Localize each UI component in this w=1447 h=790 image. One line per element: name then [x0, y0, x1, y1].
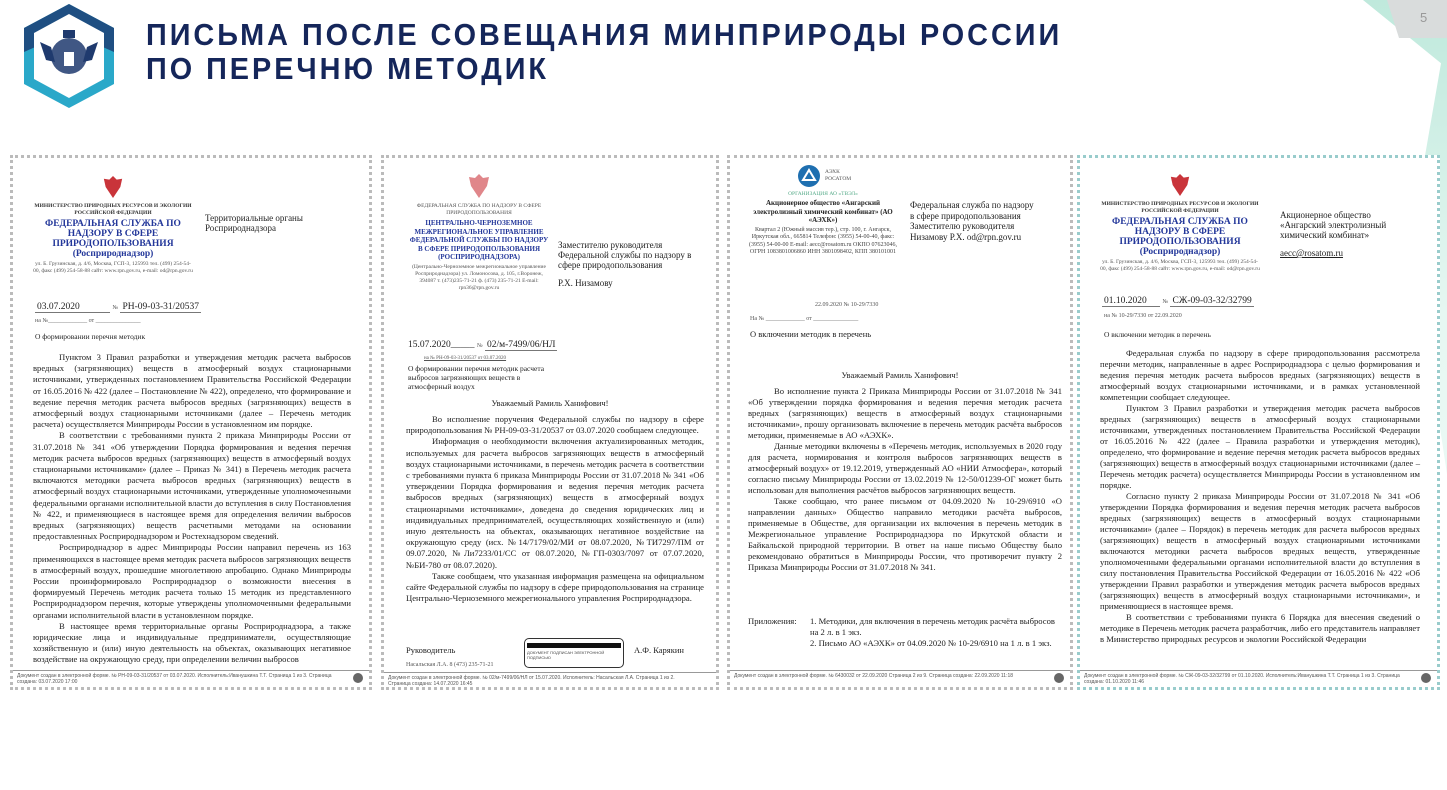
- letter-number: 02/м-7499/06/НЛ: [486, 340, 556, 350]
- reference-line: на № РН-09-03-31/20537 от 03.07.2020: [424, 356, 507, 361]
- page-number: 5: [1420, 10, 1428, 25]
- signer-name: А.Ф. Карякин: [634, 645, 684, 655]
- letter-aehk-7330: [727, 155, 1073, 690]
- parent-org: ОРГАНИЗАЦИЯ АО «ТВЭЛ»: [788, 191, 858, 197]
- registration-line: 22.09.2020 № 10-29/7330: [815, 302, 879, 308]
- footer-crest-icon: [353, 673, 363, 683]
- letter-body: [406, 414, 704, 604]
- paragraph: Также сообщаю, что ранее письмом от 04.09.2020 № 10-29/6910 «О направлении данных» Общество направило методики расчёта выбросов, применяемые в Обществе, для организации их включения в перечень методик в Межрегиональное управление Росприроднадзора по Иркутской области и Байкальской природной территории. В ответ на наше письмо Обществу было рекомендовано обратиться в Минприроды России, что противоречит пункту 2 Приказа Минприроды России от 31.07.2018 № 341.: [748, 496, 1062, 572]
- paragraph: Федеральная служба по надзору в сфере природопользования рассмотрела перечни методик, направленные в адрес Росприроднадзора с целью формирования и ведения перечня методик расчета выбросов вредных (загрязняющих) веществ в атмосферный воздух стационарными источниками, и в рамках установленной компетенции сообщает следующее.: [1100, 348, 1420, 402]
- paragraph: Во исполнение пункта 2 Приказа Минприроды России от 31.07.2018 № 341 «Об утверждении порядка формирования и ведения перечня методик расчета вредных (загрязняющих) веществ в атмосферный воздух стационарными источниками», прошу организовать включение в перечень методик расчёта выбросов методики, применяемые в АО «АЭХК».: [748, 386, 1062, 440]
- addressee-name: Акционерное общество «Ангарский электролизный химический комбинат»: [1280, 210, 1387, 240]
- letter-date: 01.10.2020: [1102, 296, 1160, 307]
- addressee-email[interactable]: aecc@rosatom.ru: [1280, 248, 1344, 258]
- paragraph: Согласно пункту 2 приказа Минприроды России от 31.07.2018 № 341 «Об утверждении Порядка формирования и ведения перечня методик расчета выбросов вредных (загрязняющих) веществ в атмосферный воздух стационарными источниками» (далее – Порядок) в перечень методик для расчета выбросов вредных (загрязняющих) веществ в атмосферный воздух стационарными источниками включаются методики расчета выбросов вредных веществ, утвержденные уполномоченными федеральными органами исполнительной власти до вступления в силу постановления Правительства Российской Федерации от 16.05.2016 № 422 «Об утверждении Правил разработки и утверждения методик расчета выбросов вредных (загрязняющих) веществ в атмосферный воздух стационарными источниками», и применяющиеся в настоящее время.: [1100, 491, 1420, 611]
- letter-subject: О включении методик в перечень: [1104, 330, 1211, 339]
- service-name-small: ФЕДЕРАЛЬНАЯ СЛУЖБА ПО НАДЗОРУ В СФЕРЕ ПРИРОДОПОЛЬЗОВАНИЯ: [416, 203, 542, 216]
- letter-body: [33, 352, 351, 666]
- electronic-signature-stamp: [524, 638, 624, 668]
- paragraph: Пунктом 3 Правил разработки и утверждения методик расчета выбросов вредных (загрязняющих) веществ в атмосферный воздух стационарными источниками, утвержденных постановлением Правительства Российской Федерации от 16.05.2016 № 422 (далее – Правила разработки и утверждения методик), определено, что формирование и ведение перечня методик расчета выбросов вредных (загрязняющих) веществ в атмосферный воздух стационарными источниками (далее – Перечень методик расчета) осуществляется Минприроды России в установленном им порядке.: [1100, 403, 1420, 490]
- paragraph: Во исполнение поручения Федеральной службы по надзору в сфере природопользования № РН-09-03-31/20537 от 03.07.2020 сообщаем следующее.: [406, 414, 704, 436]
- letter-rpn-32799: [1077, 155, 1440, 690]
- company-name: Акционерное общество «Ангарский электролизный химический комбинат» (АО «АЭХК»): [753, 199, 893, 224]
- reference-line: На № _____________ от _______________: [750, 316, 859, 322]
- document-footer: [730, 670, 1070, 681]
- letter-subject: О включении методик в перечень: [750, 329, 872, 339]
- ministry-name: МИНИСТЕРСТВО ПРИРОДНЫХ РЕСУРСОВ И ЭКОЛОГИИ РОССИЙСКОЙ ФЕДЕРАЦИИ: [1101, 201, 1259, 214]
- addressee: [558, 240, 708, 288]
- slide-title: [146, 18, 1062, 86]
- letter-date: 15.07.2020: [408, 340, 451, 350]
- paragraph: В соответствии с требованиями пункта 2 приказа Минприроды России от 31.07.2018 № 341 «Об утверждении Порядка формирования и ведения перечня методик расчета выбросов вредных (загрязняющих) веществ в атмосферный воздух стационарными источниками» (далее – Приказ № 341) в Перечень методик расчета включаются методики расчета выбросов вредных (загрязняющих) веществ в атмосферный воздух стационарными источниками, утвержденные уполномоченными федеральными органами исполнительной власти до вступления в силу Постановления № 422, и применяющиеся в настоящее время для определения величин выбросов вредных (загрязняющих) веществ расчетными методами на основании предоставленных Росприроднадзором и Ростехнадзором сведений.: [33, 430, 351, 542]
- department-name: ЦЕНТРАЛЬНО-ЧЕРНОЗЕМНОЕ МЕЖРЕГИОНАЛЬНОЕ УПРАВЛЕНИЕ ФЕДЕРАЛЬНОЙ СЛУЖБЫ ПО НАДЗОРУ В СФЕРЕ ПРИРОДОПОЛЬЗОВАНИЯ (РОСПРИРОДНАДЗОРА): [409, 219, 549, 261]
- salutation: Уважаемый Рамиль Ханифович!: [841, 370, 959, 380]
- document-footer: [384, 672, 716, 689]
- russian-coat-of-arms-icon: [102, 174, 124, 200]
- salutation: Уважаемый Рамиль Ханифович!: [491, 398, 609, 408]
- stamp-text: ДОКУМЕНТ ПОДПИСАН ЭЛЕКТРОННОЙ ПОДПИСЬЮ: [527, 650, 605, 660]
- letter-subject: О формировании перечня методик: [35, 332, 146, 341]
- footer-text: Документ создан в электронной форме. № РН-09-03-31/20537 от 03.07.2020. Исполнитель:Иванушкина Т.Т. Страница 1 из 3. Страница создана: 03.07.2020 17:00: [17, 673, 332, 685]
- footer-text: Документ создан в электронной форме. № СЖ-09-03-32/32799 от 01.10.2020. Исполнитель:Иванушкина Т.Т. Страница 1 из 3. Страница создана: 01.10.2020 11:46: [1084, 673, 1400, 685]
- letterhead: [408, 172, 550, 292]
- letter-body: [748, 386, 1062, 573]
- addressee: Территориальные органы Росприроднадзора: [205, 213, 303, 233]
- paragraph: Росприроднадзор в адрес Минприроды России направил перечень из 163 применяющихся в настоящее время методик расчета выбросов загрязняющих веществ в атмосферный воздух, прошедшие многолетнюю апробацию. Однако Минприроды России проинформировало Росприроднадзор о возможности внесения в формируемый Перечень методик расчета только 15 методик из представленного Росприроднадзором перечня, которые утверждены уполномоченными федеральными органами исполнительной власти в установленном порядке.: [33, 542, 351, 620]
- attachment-item: 2. Письмо АО «АЭХК» от 04.09.2020 № 10-29/6910 на 1 л. в 1 экз.: [810, 638, 1052, 648]
- registration-line: 01.10.2020 № СЖ-09-03-32/32799: [1104, 296, 1252, 306]
- letter-date: 03.07.2020: [35, 302, 110, 313]
- russian-coat-of-arms-icon: [1169, 172, 1191, 198]
- company-logo: [748, 164, 898, 188]
- letter-number: РН-09-03-31/20537: [122, 302, 200, 312]
- page-number-tab: [1387, 0, 1447, 38]
- letter-number: 10-29/7330: [850, 302, 879, 308]
- letter-subject: О формировании перечня методик расчета выбросов загрязняющих веществ в атмосферный воздух: [408, 364, 545, 391]
- attachments-list: [810, 616, 1060, 649]
- russian-coat-of-arms-icon: [467, 172, 491, 200]
- paragraph: Также сообщаем, что указанная информация размещена на официальном сайте Федеральной службы по надзору в сфере природопользования на странице Центрально-Черноземного межрегионального управления Росприроднадзора.: [406, 570, 704, 604]
- addressee: Федеральная служба по надзору в сфере природопользования Заместителю руководителя Низамову Р.Х. od@rpn.gov.ru: [910, 200, 1034, 242]
- reference-line: на №_____________ от _______________: [35, 318, 141, 324]
- paragraph: Пунктом 3 Правил разработки и утверждения методик расчета выбросов вредных (загрязняющих) веществ в атмосферный воздух стационарными источниками, утвержденных постановлением Правительства Российской Федерации от 16.05.2016 № 422 (далее – Постановление № 422), определено, что формирование и ведение перечня методик расчета выбросов вредных (загрязняющих) веществ в атмосферный воздух стационарными источниками (далее – Перечень методик расчета) осуществляется Минприроды России в установленном им порядке.: [33, 352, 351, 430]
- letterhead: [1100, 172, 1260, 273]
- letterhead: [748, 164, 898, 257]
- letter-number: СЖ-09-03-32/32799: [1172, 296, 1252, 306]
- letter-date: 22.09.2020: [815, 302, 842, 308]
- service-address: ул. Б. Грузинская, д. 4/6, Москва, ГСП-3, 125993 тел. (499) 254-54-00, факс (499) 254-58-88 сайт: www.rpn.gov.ru, e-mail: od@rpn.gov.ru: [1100, 259, 1260, 272]
- document-footer: [13, 670, 369, 687]
- letter-body: [1100, 348, 1420, 645]
- letter-rpn-20537: [10, 155, 372, 690]
- registration-line: 15.07.2020_____ № 02/м-7499/06/НЛ: [408, 340, 556, 350]
- service-address: ул. Б. Грузинская, д. 4/6, Москва, ГСП-3, 125993 тел. (499) 254-54-00, факс (499) 254-58-88 сайт: www.rpn.gov.ru, e-mail: od@rpn.gov.ru: [33, 261, 193, 274]
- company-address: Квартал 2 (Южный массив тер.), стр. 100, г. Ангарск, Иркутская обл., 665814 Телефон: (3955) 54-00-40, факс: (3955) 54-00-00 E-mail: aecc@rosatom.ru ОКПО 07623046, ОГРН 1083801006860 ИНН 3801098402, КПП 380101001: [749, 226, 897, 255]
- title-line-1: ПИСЬМА ПОСЛЕ СОВЕЩАНИЯ МИНПРИРОДЫ РОССИИ: [146, 17, 1063, 52]
- paragraph: Информация о необходимости включения актуализированных методик, используемых для расчета выбросов загрязняющих веществ в атмосферный воздух стационарными источниками, в перечень методик расчета в соответствии с требованиями пункта 6 приказа Минприроды России от 31.07.2018 № 341 «Об утверждении Порядка формирования и ведения перечня методик расчета выбросов вредных (загрязняющих) веществ в атмосферный воздух стационарными источниками», доведена до сведения юридических лиц и индивидуальных предпринимателей, осуществляющих хозяйственную и (или) иную деятельность на объектах, оказывающих негативное воздействие на окружающую среду (исх. №14/7179/02/МИ от 08.07.2020, №ТИ7297/ПМ от 09.07.2020, №Ли7233/01/СС от 08.07.2020, №ГП-0303/7097 от 07.07.2020, №БИ-780 от 08.07.2020).: [406, 436, 704, 570]
- logo-text: АЭХК РОСАТОМ: [825, 169, 852, 182]
- footer-text: Документ создан в электронной форме. № 6430032 от 22.09.2020 Страница 2 из 9. Страница создана: 22.09.2020 11:18: [734, 673, 1014, 679]
- footer-text: Документ создан в электронной форме. № 02/м-7499/06/НЛ от 15.07.2020. Исполнитель: Насальская Л.А. Страница 1 из 2. Страница создана: 14.07.2020 16:45: [388, 675, 675, 687]
- title-line-2: ПО ПЕРЕЧНЮ МЕТОДИК: [146, 51, 549, 86]
- service-name: ФЕДЕРАЛЬНАЯ СЛУЖБА ПО НАДЗОРУ В СФЕРЕ ПРИРОДОПОЛЬЗОВАНИЯ (Росприроднадзор): [45, 219, 181, 259]
- ministry-name: МИНИСТЕРСТВО ПРИРОДНЫХ РЕСУРСОВ И ЭКОЛОГИИ РОССИЙСКОЙ ФЕДЕРАЦИИ: [34, 203, 192, 216]
- attachments-label: Приложения:: [748, 616, 797, 626]
- service-name: ФЕДЕРАЛЬНАЯ СЛУЖБА ПО НАДЗОРУ В СФЕРЕ ПРИРОДОПОЛЬЗОВАНИЯ (Росприроднадзор): [1112, 217, 1248, 257]
- paragraph: В соответствии с требованиями пункта 6 Порядка для внесения сведений о методике в Перечень методик расчета разработчик, либо его представитель направляет в Министерство природных ресурсов и экологии Российской Федерации: [1100, 612, 1420, 644]
- letter-ccmu-7499: [381, 155, 719, 690]
- addressee-title: Заместителю руководителя Федеральной службы по надзору в сфере природопользования: [558, 240, 692, 270]
- paragraph: В настоящее время территориальные органы Росприроднадзора, а также юридические лица и индивидуальные предприниматели, осуществляющие хозяйственную и (или) иную деятельность на объектах, оказывающих негативное воздействие на окружающую среду, при определении величин выбросов: [33, 620, 351, 665]
- addressee: [1280, 210, 1415, 258]
- document-footer: [1080, 670, 1437, 687]
- registration-line: 03.07.2020 № РН-09-03-31/20537: [37, 302, 200, 312]
- rosatom-logo-icon: [797, 164, 821, 188]
- rosprirodnadzor-logo: [20, 2, 118, 110]
- addressee-name: Р.Х. Низамову: [558, 278, 613, 288]
- department-address: (Центрально-Черноземное межрегиональное управление Росприроднадзора) ул. Ломоносова, д. 105, г.Воронеж, 394087 т. (473)235-71-21 ф. (473) 235-71-21 E-mail: rpn36@rpn.gov.ru: [412, 263, 546, 291]
- letterhead: [33, 174, 193, 275]
- footer-crest-icon: [1421, 673, 1431, 683]
- executor: Насальская Л.А. 8 (473) 235-71-21: [406, 662, 494, 668]
- reference-line: на № 10-29/7330 от 22.09.2020: [1104, 313, 1182, 319]
- footer-crest-icon: [1054, 673, 1064, 683]
- signer-title: Руководитель: [406, 645, 456, 655]
- attachment-item: 1. Методики, для включения в перечень методик расчёта выбросов на 2 л. в 1 экз.: [810, 616, 1055, 637]
- paragraph: Данные методики включены в «Перечень методик, используемых в 2020 году для расчета, нормирования и контроля выбросов загрязняющих веществ в атмосферный воздух» от 19.12.2019, утвержденный АО «НИИ Атмосфера», который согласно письму Минприроды России от 13.02.2019 № 12-50/01239-ОГ может быть использован для выполнения расчётов выбросов загрязняющих веществ.: [748, 441, 1062, 495]
